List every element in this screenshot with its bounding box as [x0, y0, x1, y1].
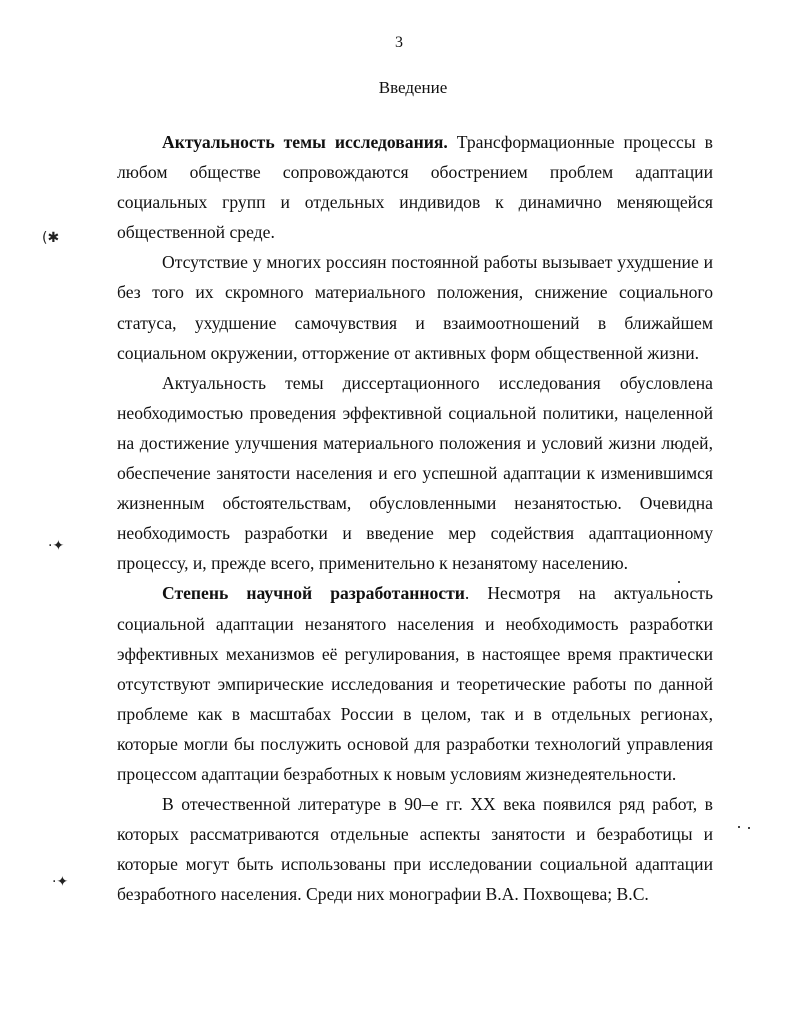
paragraph-development-degree: [117, 578, 713, 789]
paragraph-literature: [117, 789, 713, 909]
paragraph-policy: [117, 368, 713, 579]
paragraph-text: . Несмотря на актуальность социальной адаптации незанятого населения и необходимость разработки эффективных механизмов её регулирования, в настоящее время практически отсутствуют эмпирические исследования и теоретические работы по данной проблеме как в масштабах России в целом, так и в отдельных регионах, которые могли бы послужить основой для разработки технологий управления процессом адаптации безработных к новым условиям жизнедеятельности.: [117, 583, 713, 784]
body-text: [117, 127, 713, 909]
scan-speck: [748, 827, 750, 829]
paragraph-text: Отсутствие у многих россиян постоянной работы вызывает ухудшение и без того их скромного материального положения, снижение социального статуса, ухудшение самочувствия и взаимоотношений в ближайшем социальном окружении, отторжение от активных форм общественной жизни.: [117, 252, 713, 363]
margin-mark-icon: ·✦: [52, 874, 69, 890]
paragraph-relevance: [117, 127, 713, 247]
margin-mark-icon: (✱: [42, 230, 60, 246]
scan-speck: [738, 826, 740, 828]
margin-mark-icon: ·✦: [48, 538, 65, 554]
scan-speck: [678, 581, 680, 583]
section-title: Введение: [378, 78, 448, 97]
paragraph-unemployment: [117, 247, 713, 367]
paragraph-lead: Степень научной разработанности: [162, 583, 465, 604]
paragraph-lead: Актуальность темы исследования.: [162, 132, 448, 152]
paragraph-text: Актуальность темы диссертационного исследования обусловлена необходимостью проведения эффективной социальной политики, нацеленной на достижение улучшения материального положения и условий жизни людей, обеспечение занятости населения и его успешной адаптации к изменившимся жизненным обстоятельствам, обусловленными незанятостью. Очевидна необходимость разработки и введение мер содействия адаптационному процессу, и, прежде всего, применительно к незанятому населению.: [117, 372, 713, 574]
page-number: 3: [395, 34, 403, 51]
paragraph-text: Трансформационные процессы в любом обществе сопровождаются обострением проблем адаптации социальных групп и отдельных индивидов к динамично меняющейся общественной среде.: [117, 132, 713, 243]
paragraph-text: В отечественной литературе в 90–е гг. XX века появился ряд работ, в которых рассматриваются отдельные аспекты занятости и безработицы и которые могут быть использованы при исследовании социальной адаптации безработного населения. Среди них монографии В.А. Похвощева; В.С.: [117, 794, 713, 905]
